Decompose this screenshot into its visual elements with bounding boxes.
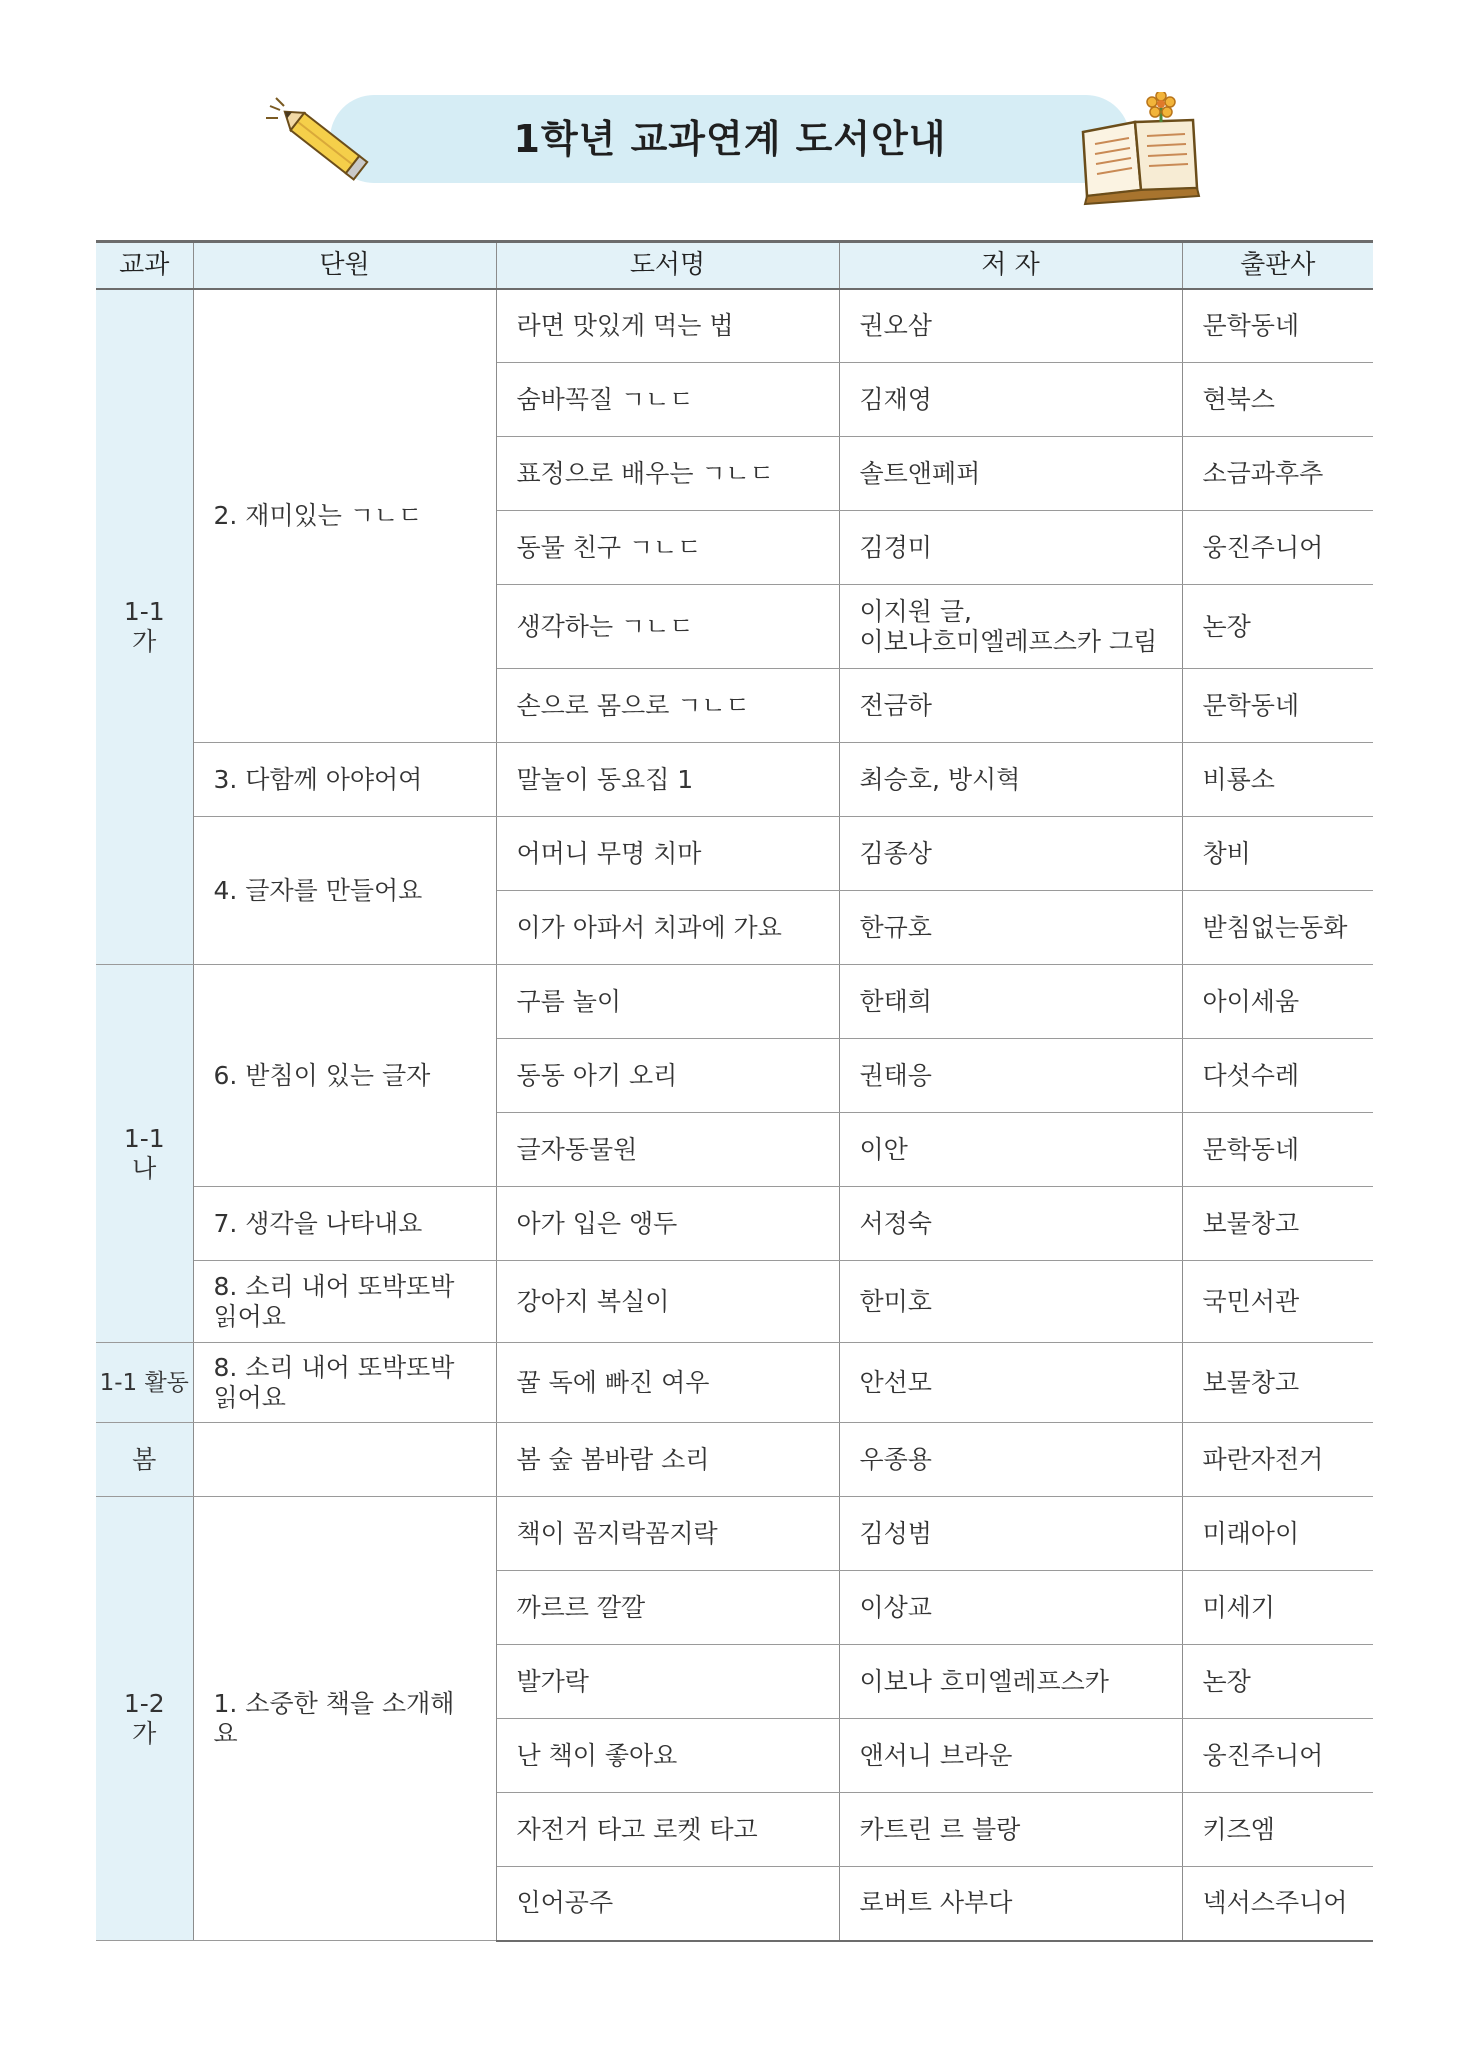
- subject-cell: 1-1 활동: [96, 1343, 193, 1423]
- header-author: 저 자: [839, 242, 1182, 289]
- book-publisher: 키즈엠: [1182, 1793, 1373, 1867]
- book-title: 까르르 깔깔: [496, 1571, 839, 1645]
- book-table: [96, 240, 1373, 1942]
- book-author: 한미호: [839, 1261, 1182, 1343]
- table-row: [96, 743, 1373, 817]
- book-title: 동동 아기 오리: [496, 1039, 839, 1113]
- book-publisher: 창비: [1182, 817, 1373, 891]
- book-publisher: 미래아이: [1182, 1497, 1373, 1571]
- book-title: 라면 맛있게 먹는 법: [496, 289, 839, 363]
- unit-cell: 3. 다함께 아야어여: [193, 743, 496, 817]
- book-publisher: 파란자전거: [1182, 1423, 1373, 1497]
- book-author: 이안: [839, 1113, 1182, 1187]
- book-title: 이가 아파서 치과에 가요: [496, 891, 839, 965]
- book-author: 이지원 글, 이보나흐미엘레프스카 그림: [839, 585, 1182, 669]
- table-row: [96, 1343, 1373, 1423]
- book-title: 자전거 타고 로켓 타고: [496, 1793, 839, 1867]
- book-title: 손으로 몸으로 ㄱㄴㄷ: [496, 669, 839, 743]
- table-header-row: [96, 242, 1373, 289]
- book-author: 김종상: [839, 817, 1182, 891]
- book-title: 책이 꼼지락꼼지락: [496, 1497, 839, 1571]
- book-title: 발가락: [496, 1645, 839, 1719]
- book-title: 표정으로 배우는 ㄱㄴㄷ: [496, 437, 839, 511]
- book-title: 구름 놀이: [496, 965, 839, 1039]
- unit-cell: 8. 소리 내어 또박또박 읽어요: [193, 1343, 496, 1423]
- table-row: [96, 1423, 1373, 1497]
- table-row: [96, 817, 1373, 891]
- book-publisher: 논장: [1182, 585, 1373, 669]
- book-author: 카트린 르 블랑: [839, 1793, 1182, 1867]
- pencil-icon: [262, 92, 382, 192]
- book-title: 동물 친구 ㄱㄴㄷ: [496, 511, 839, 585]
- book-publisher: 넥서스주니어: [1182, 1867, 1373, 1941]
- book-publisher: 웅진주니어: [1182, 511, 1373, 585]
- book-title: 말놀이 동요집 1: [496, 743, 839, 817]
- book-author: 김성범: [839, 1497, 1182, 1571]
- book-title: 생각하는 ㄱㄴㄷ: [496, 585, 839, 669]
- open-book-icon: [1075, 92, 1205, 207]
- book-author: 앤서니 브라운: [839, 1719, 1182, 1793]
- unit-cell: 2. 재미있는 ㄱㄴㄷ: [193, 289, 496, 743]
- book-title: 어머니 무명 치마: [496, 817, 839, 891]
- page-title: 1학년 교과연계 도서안내: [513, 117, 947, 161]
- book-author: 권오삼: [839, 289, 1182, 363]
- unit-cell: 6. 받침이 있는 글자: [193, 965, 496, 1187]
- book-author: 안선모: [839, 1343, 1182, 1423]
- unit-cell: 8. 소리 내어 또박또박 읽어요: [193, 1261, 496, 1343]
- book-title: 아가 입은 앵두: [496, 1187, 839, 1261]
- book-publisher: 국민서관: [1182, 1261, 1373, 1343]
- book-publisher: 받침없는동화: [1182, 891, 1373, 965]
- table-row: [96, 1187, 1373, 1261]
- subject-cell: 1-1 가: [96, 289, 193, 965]
- unit-cell: 4. 글자를 만들어요: [193, 817, 496, 965]
- header-publisher: 출판사: [1182, 242, 1373, 289]
- book-publisher: 문학동네: [1182, 289, 1373, 363]
- book-publisher: 비룡소: [1182, 743, 1373, 817]
- book-title: 난 책이 좋아요: [496, 1719, 839, 1793]
- book-author: 서정숙: [839, 1187, 1182, 1261]
- table-row: [96, 289, 1373, 363]
- book-author: 전금하: [839, 669, 1182, 743]
- book-publisher: 보물창고: [1182, 1187, 1373, 1261]
- book-publisher: 미세기: [1182, 1571, 1373, 1645]
- table-row: [96, 1261, 1373, 1343]
- book-title: 봄 숲 봄바람 소리: [496, 1423, 839, 1497]
- book-author: 한태희: [839, 965, 1182, 1039]
- book-publisher: 보물창고: [1182, 1343, 1373, 1423]
- book-title: 숨바꼭질 ㄱㄴㄷ: [496, 363, 839, 437]
- header-unit: 단원: [193, 242, 496, 289]
- book-author: 김재영: [839, 363, 1182, 437]
- book-author: 우종용: [839, 1423, 1182, 1497]
- unit-cell: 7. 생각을 나타내요: [193, 1187, 496, 1261]
- header-subject: 교과: [96, 242, 193, 289]
- book-title: 글자동물원: [496, 1113, 839, 1187]
- table-row: [96, 1497, 1373, 1571]
- book-author: 이보나 흐미엘레프스카: [839, 1645, 1182, 1719]
- book-publisher: 다섯수레: [1182, 1039, 1373, 1113]
- header-title: 도서명: [496, 242, 839, 289]
- subject-cell: 1-1 나: [96, 965, 193, 1343]
- book-author: 로버트 사부다: [839, 1867, 1182, 1941]
- subject-cell: 봄: [96, 1423, 193, 1497]
- book-title: 꿀 독에 빠진 여우: [496, 1343, 839, 1423]
- book-author: 솔트앤페퍼: [839, 437, 1182, 511]
- book-title: 강아지 복실이: [496, 1261, 839, 1343]
- book-publisher: 문학동네: [1182, 669, 1373, 743]
- unit-cell: [193, 1423, 496, 1497]
- book-publisher: 소금과후추: [1182, 437, 1373, 511]
- book-publisher: 논장: [1182, 1645, 1373, 1719]
- book-author: 권태응: [839, 1039, 1182, 1113]
- book-title: 인어공주: [496, 1867, 839, 1941]
- book-publisher: 문학동네: [1182, 1113, 1373, 1187]
- subject-cell: 1-2 가: [96, 1497, 193, 1941]
- unit-cell: 1. 소중한 책을 소개해요: [193, 1497, 496, 1941]
- book-publisher: 현북스: [1182, 363, 1373, 437]
- book-publisher: 아이세움: [1182, 965, 1373, 1039]
- book-author: 한규호: [839, 891, 1182, 965]
- book-author: 이상교: [839, 1571, 1182, 1645]
- table-row: [96, 965, 1373, 1039]
- book-publisher: 웅진주니어: [1182, 1719, 1373, 1793]
- book-author: 최승호, 방시혁: [839, 743, 1182, 817]
- book-author: 김경미: [839, 511, 1182, 585]
